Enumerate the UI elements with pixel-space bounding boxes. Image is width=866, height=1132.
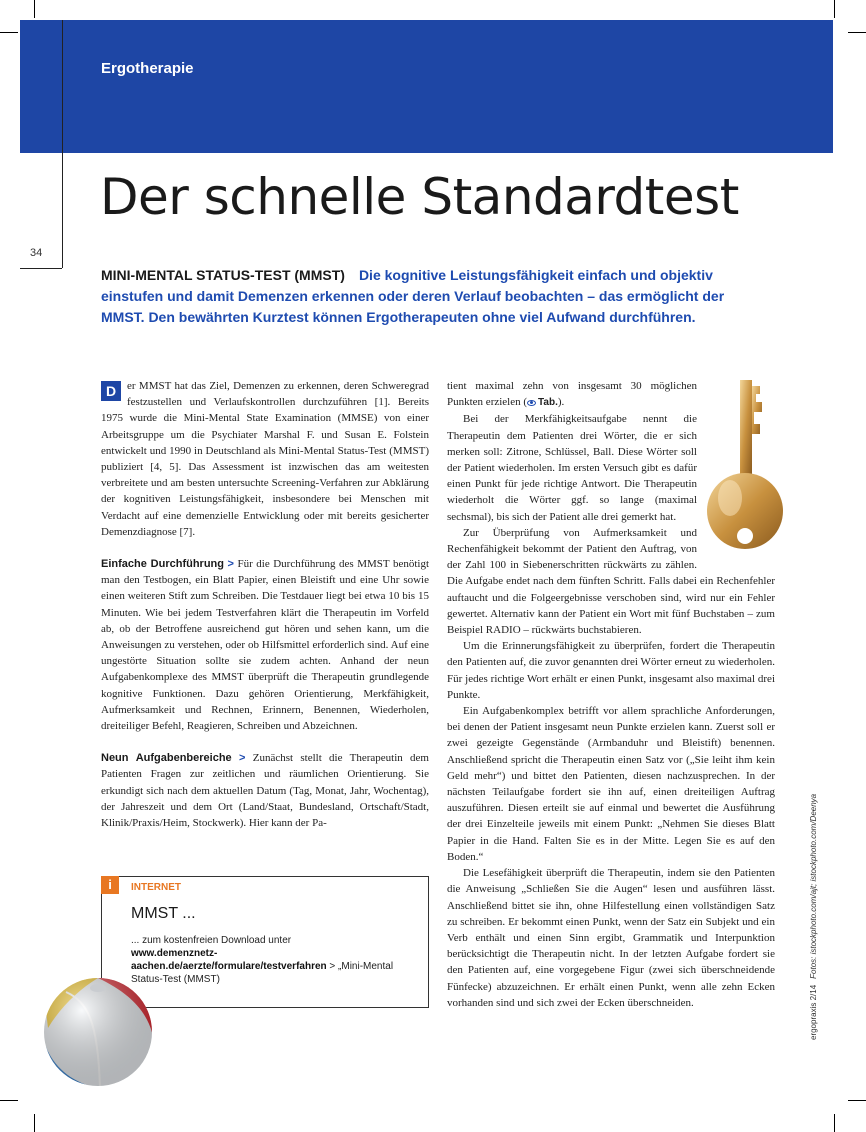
paragraph: Bei der Merkfähigkeitsaufgabe nennt die Therapeutin dem Patienten drei Wörter, die er sich merken soll: Zitrone, Schlüssel, Ball. Diese Wörter soll der Patient wiederholen. Im ersten Versuch gibt es dafür einen Punkt für jede richtige Antwort. Die Therapeutin wiederholt die Wörter ggf. so lange (maximal sechsmal), bis sich der Patient alle drei gemerkt hat. <box>447 413 697 523</box>
paragraph: Die Lesefähigkeit überprüft die Therapeutin, indem sie den Patienten die Anweisung „Schließen Sie die Augen“ lesen und ausführen lässt. Anschließend bittet sie ihn, ohne Hilfestellung einen vollständigen Satz zu schreiben. Er bekommt einen Punkt, wenn der Satz ein Subjekt und ein Verb enthält und einen Sinn ergibt, Grammatik und Interpunktion berücksichtigt die Therapeutin nicht. In der letzten Aufgabe fordert sie den Patienten auf, eine vorgegebene Figur (zwei sich überschneidende Fünfecke) abzuzeichnen. Er erhält einen Punkt, wenn alle zehn Ecken vorhanden sind und sich zwei der Ecken überschneiden. <box>447 867 775 1009</box>
info-box-text: ... zum kostenfreien Download unter www.demenznetz-aachen.de/aerzte/formulare/testverfahren > „Mini-Mental Status-Test (MMST) <box>131 935 394 985</box>
info-icon: i <box>101 876 119 894</box>
lead-text: Die kognitive Leistungsfähigkeit einfach und objektiv einstufen und damit Demenzen erkennen oder deren Verlauf beobachten – das ermöglicht der MMST. Den bewährten Kurztest können Ergotherapeuten ohne viel Aufwand durchführen. <box>101 267 725 325</box>
page-number-rule <box>20 268 62 269</box>
section-neun-aufgabenbereiche: Neun Aufgabenbereiche > Zunächst stellt die Therapeutin dem Patienten Fragen zur zeitlichen und räumlichen Orientierung. Sie erkundigt sich nach dem aktuellen Datum (Tag, Monat, Jahr, Wochentag), der Jahreszeit und dem Ort (Land/Staat, Bundesland, Ortschaft/Stadt, Klinik/Praxis/Heim, Stockwerk). Hier kann der Pa- <box>101 752 429 830</box>
dropcap: D <box>101 381 121 401</box>
subhead-neun-aufgabenbereiche: Neun Aufgabenbereiche <box>101 752 232 765</box>
eye-icon <box>527 400 536 406</box>
table-reference-link[interactable]: Tab. <box>538 397 558 409</box>
paragraph: Um die Erinnerungsfähigkeit zu überprüfen, fordert die Therapeutin den Patienten auf, die zuvor genannten drei Wörter erneut zu wiederholen. Für jedes richtige Wort erhält er einen Punkt, insgesamt also maximal drei Punkte. <box>447 640 775 701</box>
paragraph: Ein Aufgabenkomplex betrifft vor allem sprachliche Anforderungen, bei denen der Patient insgesamt neun Punkte erzielen kann. Zuerst soll er zwei gezeigte Gegenstände (Armbanduhr und Bleistift) benennen. Anschließend spricht die Therapeutin einen Satz vor („Sie leiht ihm kein Geld mehr“) und bittet den Patienten, diesen nachzusprechen. In der nächsten Teilaufgabe fordert sie ihn auf, einen dreiteiligen Auftrag auszuführen. Diesen erteilt sie auf einmal und bewertet die Ausführung der drei Einzelteile jeweils mit einem Punkt: „Nehmen Sie dieses Blatt Papier in die Hand. Falten Sie es in der Mitte. Legen Sie es auf den Boden.“ <box>447 705 775 863</box>
beach-ball-image <box>38 972 158 1092</box>
info-box-label: INTERNET <box>131 882 181 893</box>
paragraph: tient maximal zehn von insgesamt 30 möglichen Punkten erzielen ( Tab.). <box>447 380 697 409</box>
info-box-heading: MMST ... <box>131 905 196 922</box>
key-image <box>700 376 790 566</box>
photo-credit: ergopraxis 2/14Fotos: istockphoto.com/ajt; istockphoto.com/Deenya <box>809 793 818 1040</box>
subhead-einfache-durchfuehrung: Einfache Durchführung <box>101 558 224 571</box>
header-band <box>20 20 833 153</box>
lead-kicker: MINI-MENTAL STATUS-TEST (MMST) <box>101 267 345 283</box>
page-number: 34 <box>30 247 43 259</box>
download-link[interactable]: www.demenznetz-aachen.de/aerzte/formulare/testverfahren <box>131 948 327 972</box>
paragraph: Zur Überprüfung von Aufmerksamkeit und Rechenfähigkeit bekommt der Patient den Auftrag, von der Zahl 100 in Siebenerschritten rückwärts zu zählen. Die Aufgabe endet nach dem fünften Schritt. Falls dabei ein Rechenfehler auftaucht und die Folgeergebnisse verschoben sind, wird nur ein Fehler gewertet. Alternativ kann der Patient ein Wort mit fünf Buchstaben – zum Beispiel RADIO – rückwärts buchstabieren. <box>447 526 775 637</box>
chevron-right-icon: > <box>227 558 234 571</box>
article-title: Der schnelle Standardtest <box>100 168 739 226</box>
margin-rule <box>62 20 63 268</box>
chevron-right-icon: > <box>238 752 246 765</box>
section-label: Ergotherapie <box>101 60 194 77</box>
left-column <box>101 378 429 831</box>
section-einfache-durchfuehrung: Einfache Durchführung > Für die Durchführung des MMST benötigt man den Testbogen, ein Blatt Papier, einen Bleistift und eine Uhr sowie einen weiteren Stift zum Schreiben. Die Testdauer liegt bei etwa 10 bis 15 Minuten. Wie bei jedem Testverfahren klärt die Therapeutin im Vorfeld ab, ob der Betroffene ausreichend gut hören und sehen kann, um die Anweisungen zu verstehen, oder ob Hilfsmittel erforderlich sind. Auf eine ungestörte Situation sollte sie zudem achten. Anhand der neun Aufgabenkomplexe des MMST überprüft die Therapeutin grundlegende kognitive Funktionen. Dazu gehören Orientierung, Merkfähigkeit, Aufmerksamkeit und Rechnen, Erinnern, Benennen, Wiederholen, dreiteiliger Befehl, Reagieren, Schreiben und Abzeichnen. <box>101 558 429 733</box>
intro-paragraph: D er MMST hat das Ziel, Demenzen zu erkennen, deren Schweregrad festzustellen und Verlaufskontrollen durchzuführen [1]. Bereits 1975 wurde die Mini-Mental State Examination (MMSE) von einer Arbeitsgruppe um die Psychiater Marshal F. und Susan E. Folstein entwickelt und 1990 in Deutschland als Mini-Mental Status-Test (MMST) publiziert [4, 5]. Das Assessment ist inzwischen das am weitesten verbreitete und am besten untersuchte Screening-Verfahren zur Abklärung der kognitiven Leistungsfähigkeit, insbesondere bei Menschen mit Verdacht auf eine demenzielle Entwicklung oder mit bereits gesicherter Demenzdiagnose [7]. <box>101 380 429 538</box>
article-lead <box>101 265 741 328</box>
